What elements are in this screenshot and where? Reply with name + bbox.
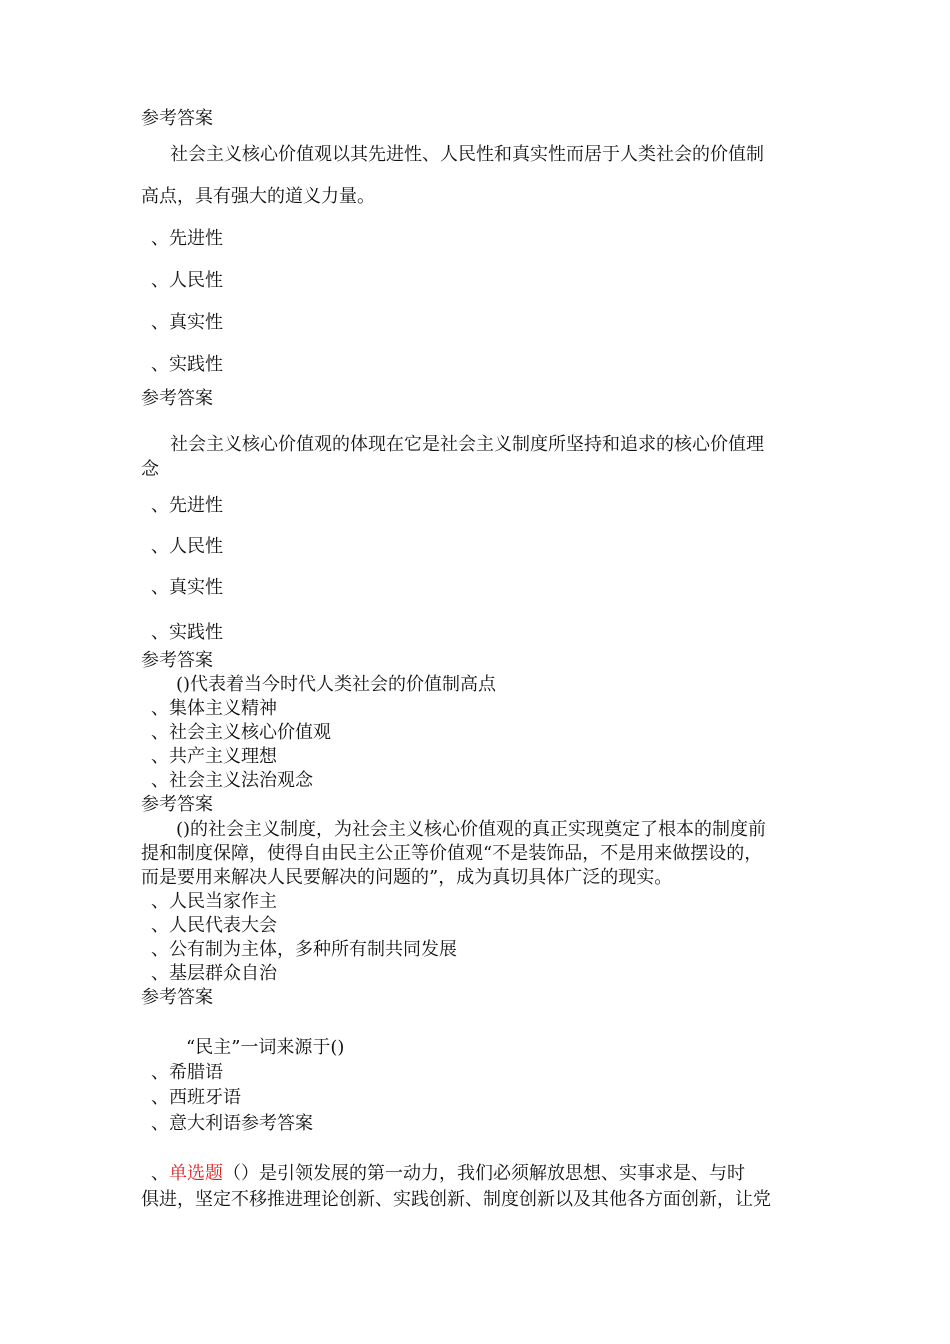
answer-label: 参考答案 — [141, 108, 213, 129]
answer-label: 参考答案 — [141, 388, 213, 409]
option-item: 、实践性 — [151, 354, 223, 375]
option-item: 、公有制为主体，多种所有制共同发展 — [151, 939, 457, 960]
question-text-line: 社会主义核心价值观以其先进性、人民性和真实性而居于人类社会的价值制 — [170, 144, 764, 165]
question-text-line: “民主”一词来源于() — [186, 1037, 345, 1058]
option-item: 、希腊语 — [151, 1062, 223, 1083]
question-prefix: 、 — [151, 1163, 169, 1184]
option-item: 、实践性 — [151, 622, 223, 643]
question-text-line: 提和制度保障，使得自由民主公正等价值观“不是装饰品，不是用来做摆设的， — [141, 843, 763, 864]
option-item: 、人民当家作主 — [151, 891, 277, 912]
answer-label: 参考答案 — [141, 794, 213, 815]
option-item: 、共产主义理想 — [151, 746, 277, 767]
question-text-line: 俱进，坚定不移推进理论创新、实践创新、制度创新以及其他各方面创新，让党 — [141, 1189, 771, 1210]
question-text-line: 而是要用来解决人民要解决的问题的”，成为真切具体广泛的现实。 — [141, 867, 673, 888]
option-item: 、西班牙语 — [151, 1087, 241, 1108]
option-item: 、基层群众自治 — [151, 963, 277, 984]
question-type-tag: 单选题 — [169, 1163, 223, 1184]
answer-label: 参考答案 — [141, 987, 213, 1008]
question-text-line: 高点，具有强大的道义力量。 — [141, 186, 375, 207]
option-item: 、真实性 — [151, 312, 223, 333]
option-item: 、真实性 — [151, 577, 223, 598]
question-text-line: ()的社会主义制度，为社会主义核心价值观的真正实现奠定了根本的制度前 — [176, 819, 767, 840]
option-item: 、先进性 — [151, 228, 223, 249]
option-item: 、社会主义法治观念 — [151, 770, 313, 791]
question-text-line: 念 — [141, 459, 159, 480]
option-item: 、人民性 — [151, 536, 223, 557]
single-choice-question — [151, 1162, 745, 1186]
option-item: 、意大利语参考答案 — [151, 1113, 313, 1134]
question-text-line: ()代表着当今时代人类社会的价值制高点 — [176, 674, 497, 695]
option-item: 、先进性 — [151, 495, 223, 516]
question-text-line: （）是引领发展的第一动力，我们必须解放思想、实事求是、与时 — [223, 1163, 745, 1184]
question-text-line: 社会主义核心价值观的体现在它是社会主义制度所坚持和追求的核心价值理 — [170, 434, 764, 455]
option-item: 、人民代表大会 — [151, 915, 277, 936]
option-item: 、社会主义核心价值观 — [151, 722, 331, 743]
option-item: 、集体主义精神 — [151, 698, 277, 719]
option-item: 、人民性 — [151, 270, 223, 291]
answer-label: 参考答案 — [141, 650, 213, 671]
